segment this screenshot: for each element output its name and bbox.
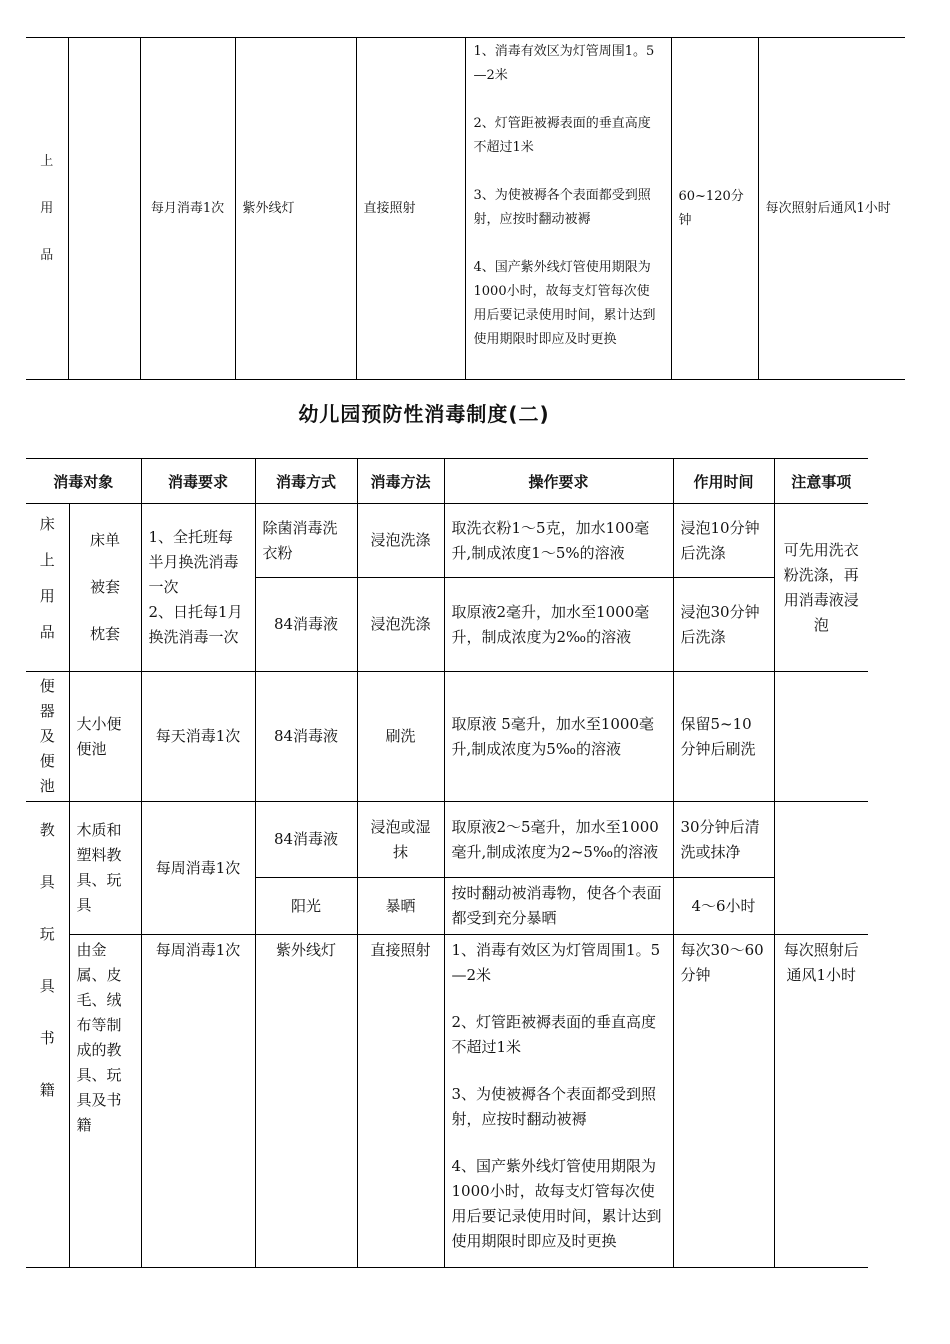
- header-operation: 操作要求: [444, 459, 673, 504]
- category-char: 教: [39, 821, 55, 839]
- notes-wood: [774, 802, 868, 935]
- header-object: 消毒对象: [26, 459, 141, 504]
- category-char: 具: [39, 977, 55, 995]
- category-toys: [26, 802, 69, 1268]
- duration-cell: 60~120分钟: [671, 38, 758, 380]
- header-notes: 注意事项: [774, 459, 868, 504]
- object-item: 枕套: [90, 625, 121, 643]
- table-row: [26, 38, 905, 380]
- notes-metal: 每次照射后通风1小时: [774, 935, 868, 1268]
- table-row: [26, 504, 868, 578]
- duration-cell: 每次30～60分钟: [673, 935, 774, 1268]
- category-char: 器: [39, 702, 55, 720]
- object-cell: [68, 38, 140, 380]
- object-wood: 木质和塑料教具、玩具: [69, 802, 141, 935]
- operations-cell: [465, 38, 671, 380]
- category-toilet: [26, 672, 69, 802]
- method-cell: 直接照射: [356, 38, 465, 380]
- notes-cell: 每次照射后通风1小时: [758, 38, 905, 380]
- duration-cell: 4～6小时: [673, 878, 774, 935]
- method-cell: 浸泡洗涤: [357, 504, 444, 578]
- object-metal: 由金属、皮毛、绒布等制成的教具、玩具及书籍: [69, 935, 141, 1268]
- operation-item: 3、为使被褥各个表面都受到照射，应按时翻动被褥: [451, 1085, 657, 1128]
- mode-cell: 紫外线灯: [255, 935, 357, 1268]
- duration-cell: 浸泡30分钟后洗涤: [673, 578, 774, 672]
- category-char: 床: [39, 515, 55, 533]
- notes-toilet: [774, 672, 868, 802]
- category-char: 玩: [39, 925, 55, 943]
- operation-item: 1、消毒有效区为灯管周围1。5—2米: [473, 44, 655, 83]
- category-char: 便: [39, 677, 55, 695]
- header-requirement: 消毒要求: [141, 459, 255, 504]
- duration-cell: 浸泡10分钟后洗涤: [673, 504, 774, 578]
- category-char: 用: [40, 201, 54, 216]
- method-cell: 浸泡或湿抹: [357, 802, 444, 878]
- duration-cell: 30分钟后清洗或抹净: [673, 802, 774, 878]
- object-toilet: 大小便便池: [69, 672, 141, 802]
- category-char: 用: [39, 587, 55, 605]
- category-bedding: [26, 504, 69, 672]
- header-mode: 消毒方式: [255, 459, 357, 504]
- operation-cell: 取原液 5毫升，加水至1000毫升,制成浓度为5‰的溶液: [444, 672, 673, 802]
- category-char: 及: [39, 727, 55, 745]
- operation-item: 3、为使被褥各个表面都受到照射，应按时翻动被褥: [473, 188, 651, 227]
- operation-item: 2、灯管距被褥表面的垂直高度不超过1米: [451, 1013, 657, 1056]
- category-char: 品: [39, 623, 55, 641]
- category-char: 具: [39, 873, 55, 891]
- header-method: 消毒方法: [357, 459, 444, 504]
- requirement-bedding: 1、全托班每半月换洗消毒一次 2、日托每1月换洗消毒一次: [141, 504, 255, 672]
- category-char: 上: [39, 551, 55, 569]
- operation-cell: 取原液2～5毫升，加水至1000毫升,制成浓度为2~5‰的溶液: [444, 802, 673, 878]
- operations-cell: [444, 935, 673, 1268]
- operation-item: 4、国产紫外线灯管使用期限为1000小时，故每支灯管每次使用后要记录使用时间，累计达到使用期限时即应及时更换: [451, 1157, 662, 1250]
- category-cell: [26, 38, 68, 380]
- method-cell: 刷洗: [357, 672, 444, 802]
- header-row: [26, 459, 868, 504]
- category-char: 便: [39, 752, 55, 770]
- mode-cell: 84消毒液: [255, 672, 357, 802]
- table-row: [26, 935, 868, 1268]
- header-duration: 作用时间: [673, 459, 774, 504]
- method-cell: 直接照射: [357, 935, 444, 1268]
- mode-cell: 84消毒液: [255, 578, 357, 672]
- requirement-wood: 每周消毒1次: [141, 802, 255, 935]
- operation-cell: 取原液2毫升，加水至1000毫升，制成浓度为2‰的溶液: [444, 578, 673, 672]
- object-item: 床单: [90, 531, 121, 549]
- category-char: 池: [39, 777, 55, 795]
- object-bedding: [69, 504, 141, 672]
- table-row: [26, 802, 868, 878]
- notes-bedding: 可先用洗衣粉洗涤，再用消毒液浸泡: [774, 504, 868, 672]
- mode-cell: 除菌消毒洗衣粉: [255, 504, 357, 578]
- object-item: 被套: [90, 578, 121, 596]
- operation-item: 2、灯管距被褥表面的垂直高度不超过1米: [473, 116, 651, 155]
- category-char: 籍: [39, 1081, 55, 1099]
- duration-cell: 保留5~10分钟后刷洗: [673, 672, 774, 802]
- mode-cell: 紫外线灯: [235, 38, 356, 380]
- requirement-toilet: 每天消毒1次: [141, 672, 255, 802]
- requirement-metal: 每周消毒1次: [141, 935, 255, 1268]
- category-char: 上: [40, 154, 54, 169]
- page-title: 幼儿园预防性消毒制度(二): [298, 402, 550, 426]
- category-char: 品: [40, 248, 54, 263]
- category-char: 书: [39, 1029, 55, 1047]
- operation-cell: 取洗衣粉1～5克，加水100毫升,制成浓度1～5%的溶液: [444, 504, 673, 578]
- table-row: [26, 672, 868, 802]
- method-cell: 暴晒: [357, 878, 444, 935]
- requirement-cell: 每月消毒1次: [140, 38, 235, 380]
- method-cell: 浸泡洗涤: [357, 578, 444, 672]
- operation-cell: 按时翻动被消毒物，使各个表面都受到充分暴晒: [444, 878, 673, 935]
- disinfection-table: [26, 458, 868, 1268]
- operation-item: 4、国产紫外线灯管使用期限为1000小时，故每支灯管每次使用后要记录使用时间，累计达到使用期限时即应及时更换: [473, 260, 656, 347]
- mode-cell: 84消毒液: [255, 802, 357, 878]
- operation-item: 1、消毒有效区为灯管周围1。5—2米: [451, 941, 661, 984]
- continuation-table: [26, 37, 905, 380]
- mode-cell: 阳光: [255, 878, 357, 935]
